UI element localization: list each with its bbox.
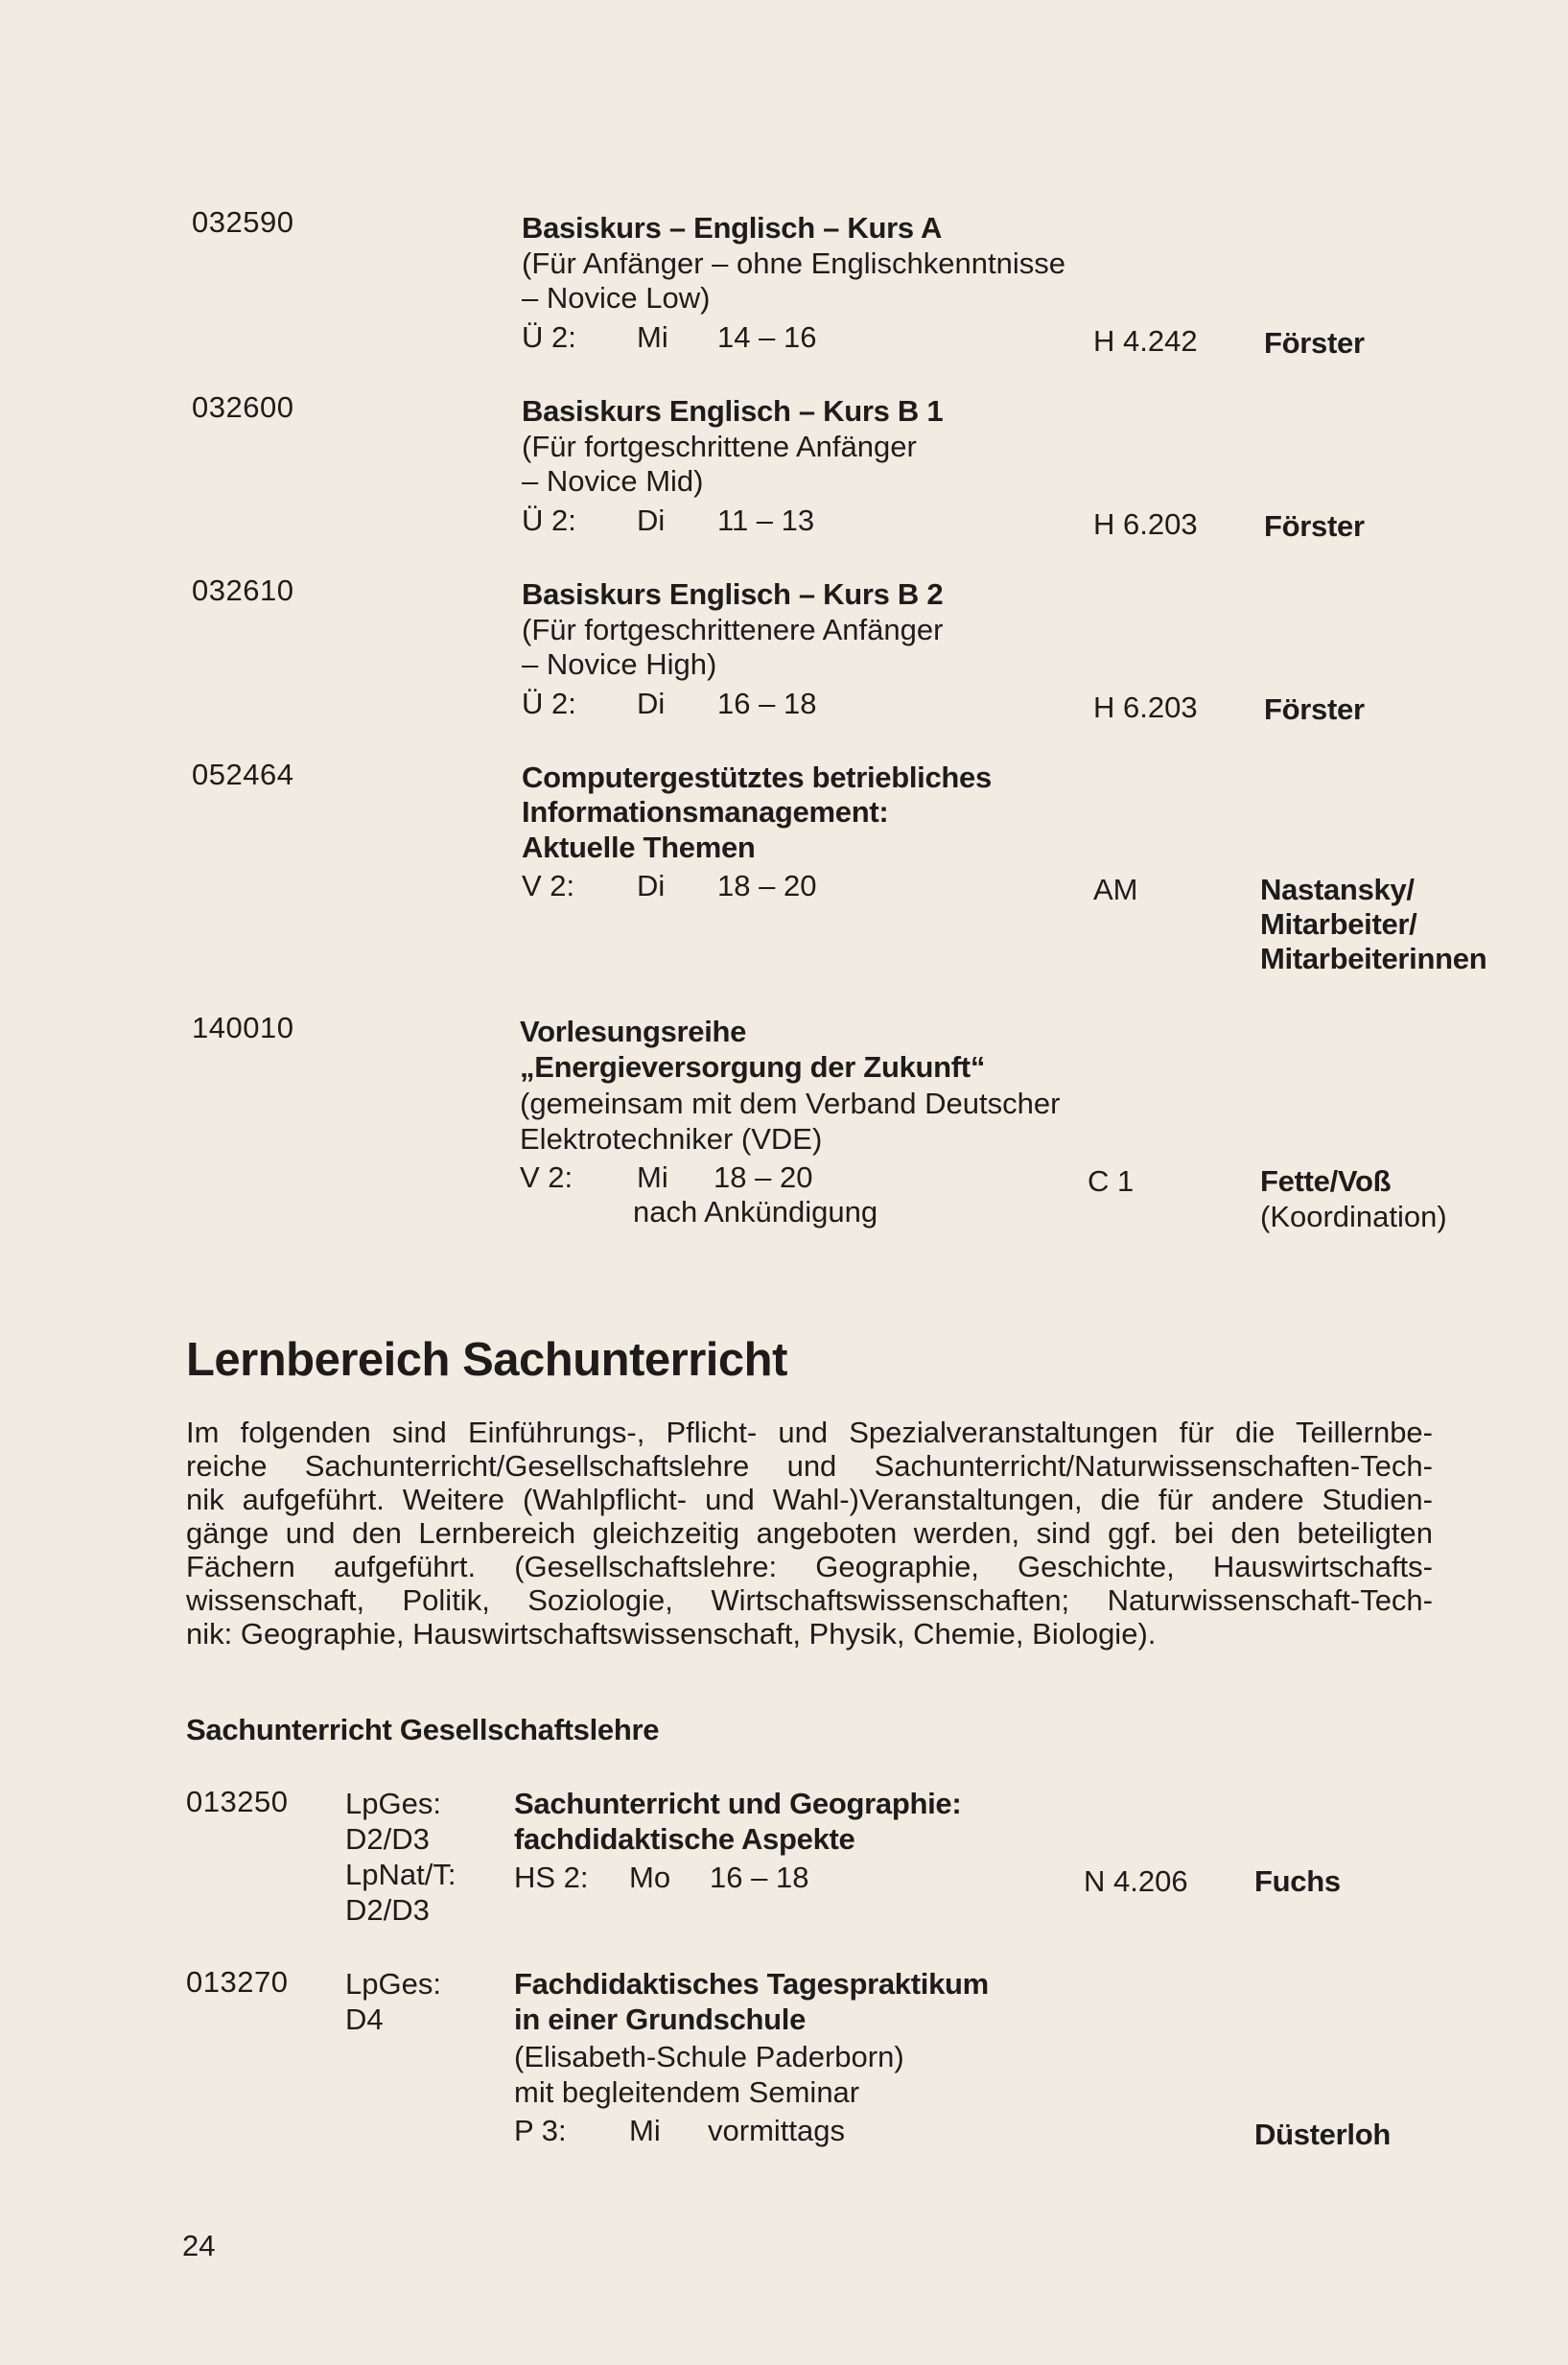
- course-description: mit begleitendem Seminar: [514, 2075, 860, 2109]
- course-lp: D2/D3: [345, 1822, 430, 1856]
- course-type: P 3:: [514, 2114, 567, 2147]
- course-title: Fachdidaktisches Tagespraktikum: [514, 1967, 989, 2001]
- course-description: (Für fortgeschrittene Anfänger: [522, 430, 917, 463]
- course-title: Basiskurs – Englisch – Kurs A: [522, 211, 943, 245]
- course-title: Basiskurs Englisch – Kurs B 1: [522, 394, 944, 428]
- course-title: in einer Grundschule: [514, 2002, 807, 2036]
- course-room: C 1: [1088, 1164, 1135, 1198]
- course-id: 032600: [192, 390, 294, 424]
- course-title: Informationsmanagement:: [522, 795, 889, 829]
- course-day: Mi: [629, 2114, 661, 2147]
- paragraph-line: wissenschaft, Politik, Soziologie, Wirtschaftswissenschaften; Naturwissenschaft-Tech-: [186, 1583, 1433, 1617]
- course-lecturer: Fuchs: [1254, 1864, 1341, 1898]
- section-paragraph: [186, 1416, 1433, 1651]
- paragraph-line: Fächern aufgeführt. (Gesellschaftslehre: Geographie, Geschichte, Hauswirtschafts-: [186, 1550, 1433, 1583]
- course-description: (gemeinsam mit dem Verband Deutscher: [520, 1087, 1061, 1120]
- course-lecturer: Förster: [1264, 509, 1365, 543]
- course-time: 18 – 20: [714, 1160, 813, 1194]
- course-lecturer: Fette/Voß: [1260, 1164, 1392, 1198]
- section-heading: Lernbereich Sachunterricht: [186, 1334, 787, 1386]
- course-lecturer: Düsterloh: [1254, 2118, 1391, 2151]
- course-room: N 4.206: [1084, 1864, 1188, 1898]
- course-lp: D2/D3: [345, 1893, 430, 1927]
- course-title: fachdidaktische Aspekte: [514, 1822, 855, 1856]
- course-day: Di: [637, 687, 666, 720]
- course-title: Vorlesungsreihe: [520, 1015, 747, 1048]
- course-id: 052464: [192, 758, 294, 791]
- course-id: 140010: [192, 1011, 294, 1044]
- paragraph-line: nik: Geographie, Hauswirtschaftswissenschaft, Physik, Chemie, Biologie).: [186, 1617, 1157, 1651]
- course-time: 18 – 20: [717, 869, 817, 902]
- course-type: HS 2:: [514, 1861, 589, 1894]
- page-number: 24: [182, 2229, 216, 2262]
- course-lp: LpNat/T:: [345, 1858, 456, 1891]
- course-description: Elektrotechniker (VDE): [520, 1122, 823, 1156]
- course-time: 11 – 13: [717, 503, 815, 537]
- course-lp: D4: [345, 2002, 384, 2036]
- course-lecturer: Förster: [1264, 326, 1365, 360]
- course-lecturer: Nastansky/: [1260, 873, 1415, 906]
- paragraph-line: gänge und den Lernbereich gleichzeitig angeboten werden, sind ggf. bei den beteiligten: [186, 1516, 1433, 1550]
- course-type: Ü 2:: [522, 320, 576, 354]
- course-title: Computergestütztes betriebliches: [522, 761, 992, 794]
- course-id: 013250: [186, 1785, 289, 1818]
- course-type: V 2:: [522, 869, 575, 902]
- course-day: Di: [637, 503, 666, 537]
- paragraph-line: nik aufgeführt. Weitere (Wahlpflicht- und Wahl-)Veranstaltungen, die für andere Studien-: [186, 1483, 1433, 1516]
- course-description: (Elisabeth-Schule Paderborn): [514, 2040, 904, 2073]
- course-lecturer-note: (Koordination): [1260, 1200, 1447, 1233]
- course-room: H 6.203: [1093, 691, 1198, 724]
- course-room: AM: [1093, 873, 1138, 906]
- course-type: Ü 2:: [522, 687, 576, 720]
- paragraph-line: reiche Sachunterricht/Gesellschaftslehre und Sachunterricht/Naturwissenschaften-Tech-: [186, 1449, 1433, 1483]
- course-time: 14 – 16: [717, 320, 817, 354]
- course-room: H 6.203: [1093, 507, 1198, 541]
- course-description: (Für Anfänger – ohne Englischkenntnisse: [522, 246, 1065, 280]
- course-time: 16 – 18: [710, 1861, 809, 1894]
- course-description: – Novice Mid): [522, 464, 704, 498]
- course-lp: LpGes:: [345, 1787, 441, 1820]
- course-lp: LpGes:: [345, 1967, 441, 2001]
- course-time: 16 – 18: [717, 687, 817, 720]
- course-day: Mo: [629, 1861, 671, 1894]
- course-id: 032590: [192, 205, 294, 239]
- course-title: Basiskurs Englisch – Kurs B 2: [522, 577, 944, 611]
- course-day: Mi: [637, 1160, 668, 1194]
- course-id: 013270: [186, 1965, 289, 1999]
- course-description: – Novice High): [522, 647, 717, 681]
- course-lecturer: Förster: [1264, 692, 1365, 726]
- course-description: (Für fortgeschrittenere Anfänger: [522, 613, 944, 646]
- course-day: Mi: [637, 320, 668, 354]
- course-title: Aktuelle Themen: [522, 831, 756, 864]
- course-type: Ü 2:: [522, 503, 576, 537]
- course-lecturer: Mitarbeiter/: [1260, 907, 1417, 941]
- course-time: vormittags: [708, 2114, 845, 2147]
- section-subheading: Sachunterricht Gesellschaftslehre: [186, 1713, 660, 1746]
- course-title: Sachunterricht und Geographie:: [514, 1787, 962, 1820]
- course-description: – Novice Low): [522, 281, 711, 315]
- course-id: 032610: [192, 574, 294, 607]
- paragraph-line: Im folgenden sind Einführungs-, Pflicht- und Spezialveranstaltungen für die Teillernbe-: [186, 1416, 1433, 1449]
- course-room: H 4.242: [1093, 324, 1198, 358]
- course-type: V 2:: [520, 1160, 573, 1194]
- course-extra: nach Ankündigung: [633, 1195, 878, 1229]
- course-title: „Energieversorgung der Zukunft“: [520, 1050, 986, 1084]
- course-lecturer: Mitarbeiterinnen: [1260, 942, 1487, 975]
- course-day: Di: [637, 869, 666, 902]
